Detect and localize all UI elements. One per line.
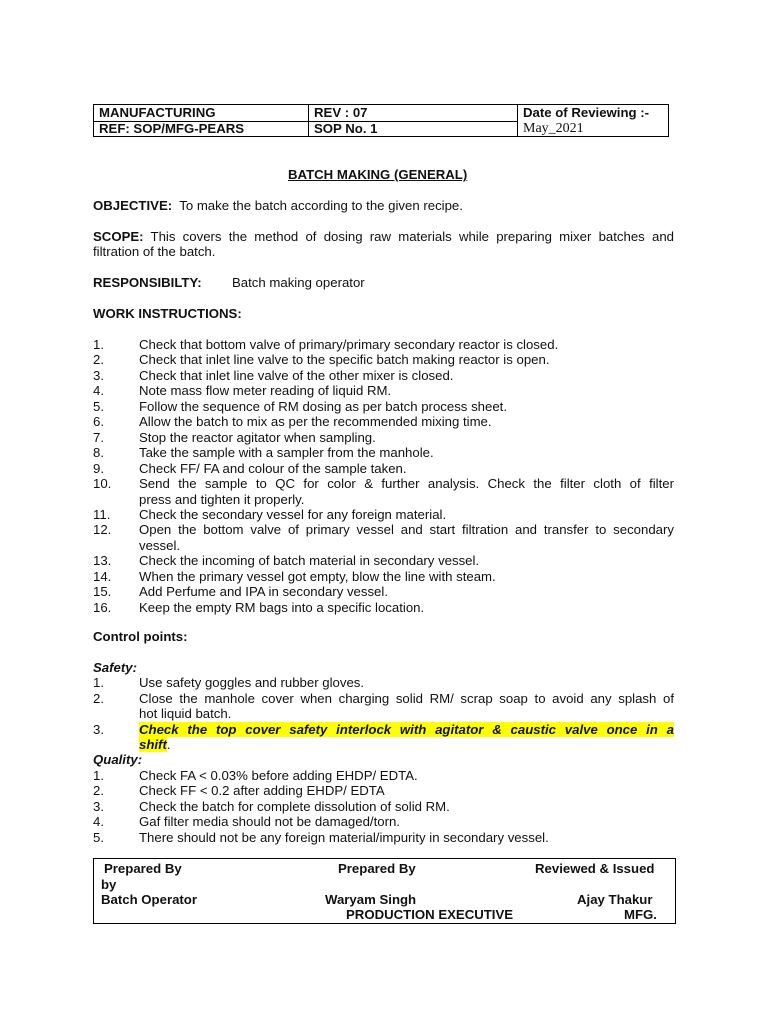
instruction-item: Keep the empty RM bags into a specific location.: [139, 599, 425, 615]
safety-num: 2.: [93, 691, 104, 706]
instruction-num: 15.: [93, 584, 112, 600]
col2-label: Prepared By: [338, 861, 416, 876]
safety-item-cont: [139, 737, 171, 752]
responsibility-label: RESPONSIBILTY:: [93, 275, 202, 290]
quality-num: 2.: [93, 783, 104, 799]
instruction-item-cont: press and tighten it properly.: [139, 491, 305, 507]
safety-item-highlighted: Check the top cover safety interlock with agitator & caustic valve once in a: [139, 722, 674, 737]
safety-item-cont: hot liquid batch.: [139, 706, 232, 721]
department: MANUFACTURING: [99, 105, 216, 120]
instruction-item-cont: vessel.: [139, 537, 181, 553]
instruction-item: Open the bottom valve of primary vessel and start filtration and transfer to secondary: [139, 522, 674, 538]
scope-text-line2: filtration of the batch.: [93, 244, 216, 259]
col3-name: Ajay Thakur: [577, 892, 653, 907]
highlighted-word: shift: [139, 737, 167, 752]
instruction-item: Allow the batch to mix as per the recommended mixing time.: [139, 414, 492, 430]
instruction-num: 10.: [93, 476, 112, 492]
instruction-num: 14.: [93, 568, 112, 584]
objective-label: OBJECTIVE:: [93, 198, 173, 213]
review-date: May_2021: [523, 121, 584, 136]
safety-heading: Safety:: [93, 660, 137, 675]
instruction-num: 12.: [93, 522, 112, 538]
instruction-item: Check the incoming of batch material in secondary vessel.: [139, 553, 480, 569]
safety-num: 1.: [93, 675, 104, 690]
safety-num: 3.: [93, 722, 104, 737]
header-divider: [517, 105, 518, 136]
instruction-num: 3.: [93, 367, 104, 383]
control-points-heading: Control points:: [93, 629, 188, 644]
review-label: Date of Reviewing :-: [523, 105, 650, 120]
instruction-num: 5.: [93, 398, 104, 414]
instruction-num: 11.: [93, 506, 111, 522]
responsibility-text: Batch making operator: [232, 275, 365, 290]
quality-item: Check the batch for complete dissolution of solid RM.: [139, 798, 450, 814]
instruction-item: Stop the reactor agitator when sampling.: [139, 429, 376, 445]
instruction-item: Take the sample with a sampler from the manhole.: [139, 445, 434, 461]
safety-item: Use safety goggles and rubber gloves.: [139, 675, 365, 690]
col1-label-cont: by: [101, 877, 117, 892]
instruction-item: Note mass flow meter reading of liquid RM.: [139, 383, 392, 399]
objective: [93, 198, 463, 213]
sentence-end: .: [166, 737, 171, 752]
instruction-num: 6.: [93, 414, 104, 430]
quality-num: 1.: [93, 768, 104, 783]
col1-label: Prepared By: [104, 861, 182, 876]
revision: REV : 07: [314, 105, 368, 120]
instruction-num: 9.: [93, 460, 104, 476]
instruction-num: 7.: [93, 429, 104, 445]
scope-label: SCOPE:: [93, 229, 144, 244]
quality-item: Check FF < 0.2 after adding EHDP/ EDTA: [139, 783, 385, 799]
instruction-num: 13.: [93, 553, 112, 569]
instruction-num: 8.: [93, 445, 104, 461]
instruction-item: Check that inlet line valve to the specific batch making reactor is open.: [139, 352, 550, 368]
instruction-num: 4.: [93, 383, 104, 399]
instruction-item: Follow the sequence of RM dosing as per batch process sheet.: [139, 398, 507, 414]
instruction-item: Check that inlet line valve of the other mixer is closed.: [139, 367, 454, 383]
quality-num: 5.: [93, 829, 104, 845]
signature-table: [93, 858, 676, 924]
instruction-item: Check the secondary vessel for any foreign material.: [139, 506, 447, 522]
quality-heading: Quality:: [93, 752, 143, 767]
col2-role: PRODUCTION EXECUTIVE: [346, 907, 514, 922]
col3-label: Reviewed & Issued: [535, 861, 655, 876]
scope: [93, 229, 674, 244]
instruction-item: Check FF/ FA and colour of the sample taken.: [139, 460, 407, 476]
header-table: [93, 104, 669, 137]
instruction-num: 2.: [93, 352, 104, 368]
instruction-num: 1.: [93, 337, 104, 352]
instruction-item: Check that bottom valve of primary/primary secondary reactor is closed.: [139, 337, 559, 352]
instruction-item: Send the sample to QC for color & further analysis. Check the filter cloth of filter: [139, 476, 674, 492]
instruction-item: When the primary vessel got empty, blow the line with steam.: [139, 568, 496, 584]
quality-item: Check FA < 0.03% before adding EHDP/ EDTA.: [139, 768, 418, 783]
instruction-item: Add Perfume and IPA in secondary vessel.: [139, 584, 388, 600]
col2-name: Waryam Singh: [325, 892, 417, 907]
scope-text-line1: This covers the method of dosing raw materials while preparing mixer batches and: [150, 229, 674, 244]
quality-item: Gaf filter media should not be damaged/torn.: [139, 814, 400, 830]
quality-item: There should not be any foreign material/impurity in secondary vessel.: [139, 829, 549, 845]
objective-text: To make the batch according to the given recipe.: [179, 198, 463, 213]
safety-item: Close the manhole cover when charging solid RM/ scrap soap to avoid any splash of: [139, 691, 674, 706]
sop-number: SOP No. 1: [314, 121, 378, 136]
quality-num: 3.: [93, 798, 104, 814]
instruction-num: 16.: [93, 599, 112, 615]
col1-name: Batch Operator: [101, 892, 197, 907]
sop-ref: REF: SOP/MFG-PEARS: [99, 121, 245, 136]
page-title: BATCH MAKING (GENERAL): [288, 167, 468, 182]
quality-num: 4.: [93, 814, 104, 830]
work-instructions-heading: WORK INSTRUCTIONS:: [93, 306, 242, 321]
col3-role: MFG.: [624, 907, 657, 922]
